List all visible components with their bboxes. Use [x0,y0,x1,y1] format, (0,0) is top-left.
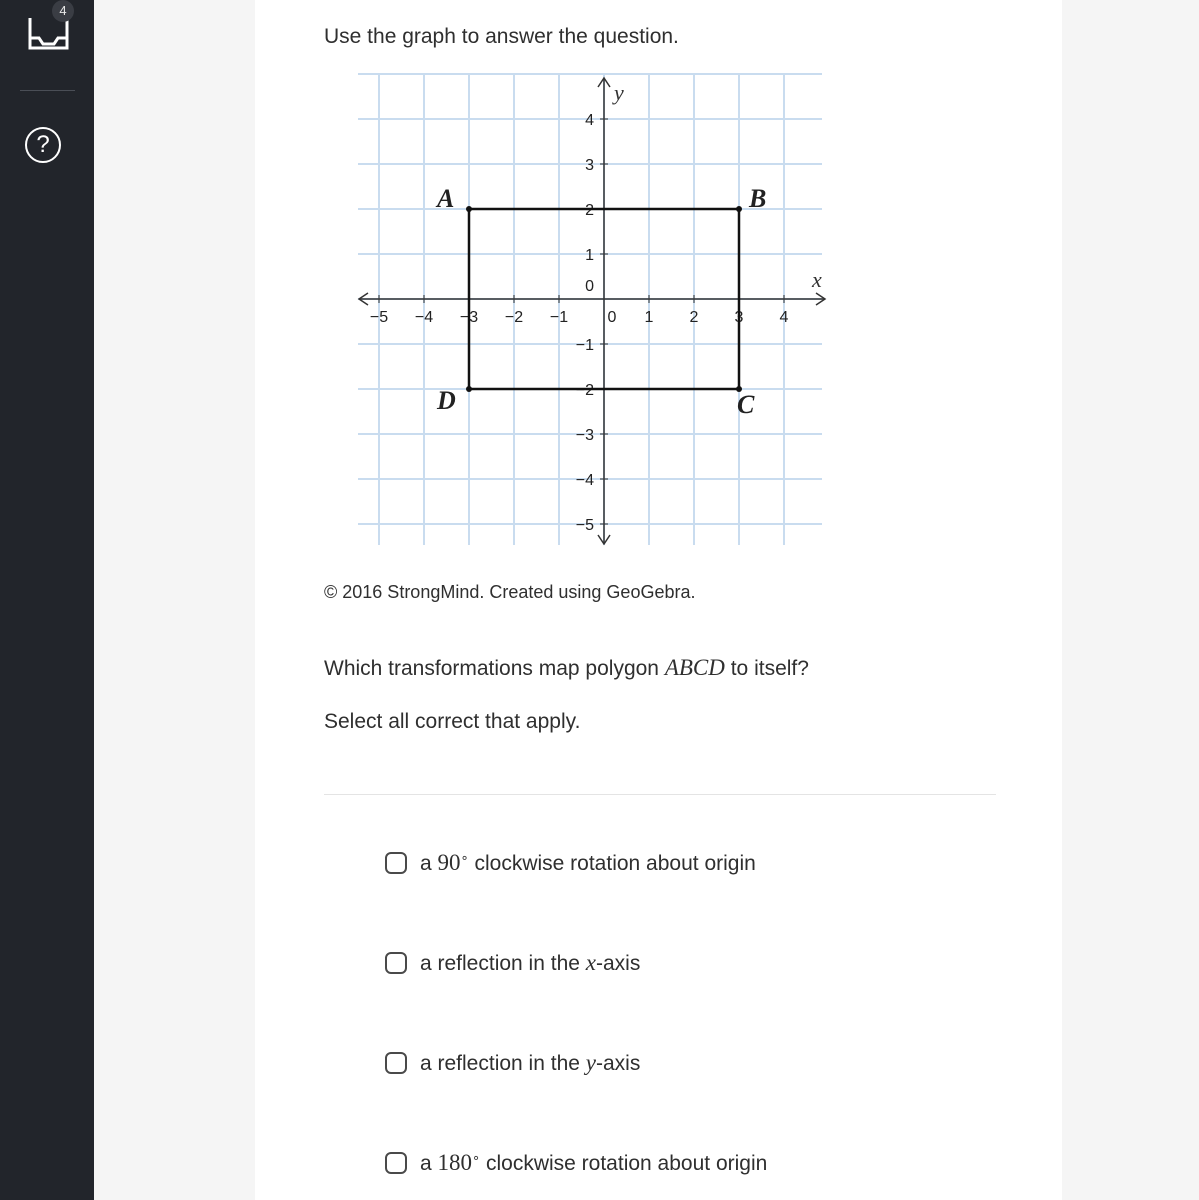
question-prompt: Use the graph to answer the question. [324,25,679,48]
y-tick-label: −1 [575,337,594,354]
x-tick-label: 4 [779,309,789,326]
x-tick-label: 3 [734,309,744,326]
option-angle: 180 [437,1150,473,1175]
x-tick-label: −4 [414,309,434,326]
answer-checkbox[interactable] [385,1052,407,1074]
option-text: -axis [595,952,641,975]
question-panel [255,0,1062,1200]
y-tick-label: −5 [575,517,594,534]
x-axis-label: x [812,267,822,292]
y-tick-label: −4 [575,472,594,489]
question-mark-icon: ? [36,131,50,158]
y-tick-label: 1 [585,247,594,264]
x-tick-label: 0 [607,309,617,326]
question-instruction: Select all correct that apply. [324,710,581,733]
y-tick-label: −3 [575,427,594,444]
question-text-after: to itself? [724,657,809,680]
vertex-label: B [749,184,767,213]
option-text: clockwise rotation about origin [468,852,756,875]
x-tick-label: −2 [504,309,524,326]
x-tick-label: −3 [459,309,479,326]
x-tick-label: −5 [369,309,389,326]
polygon-name: ABCD [664,655,725,680]
degree-symbol: ∘ [460,850,469,865]
option-angle: 90 [437,850,461,875]
option-text: -axis [595,1052,641,1075]
x-tick-label: −1 [549,309,569,326]
question-text-before: Which transformations map polygon [324,657,665,680]
option-text: clockwise rotation about origin [480,1152,768,1175]
vertex-point [466,386,472,392]
y-tick-label: 2 [585,202,594,219]
vertex-label: A [437,184,455,213]
sidebar-divider [20,90,75,91]
answer-checkbox[interactable] [385,952,407,974]
x-tick-label: 1 [644,309,654,326]
option-text: a reflection in the [420,1052,586,1075]
vertex-label: C [737,390,755,419]
vertex-label: D [437,386,456,415]
option-text: a [420,852,438,875]
question-text [324,655,809,681]
answer-checkbox[interactable] [385,852,407,874]
option-text: a reflection in the [420,952,586,975]
y-tick-label: −2 [575,382,594,399]
vertex-point [466,206,472,212]
sidebar [0,0,94,1200]
inbox-button[interactable] [22,3,72,56]
x-tick-label: 2 [689,309,699,326]
answer-option-label [420,950,640,976]
answer-checkbox[interactable] [385,1152,407,1174]
option-text: a [420,1152,438,1175]
option-variable: y [585,1050,596,1075]
answer-option-label [420,1050,640,1076]
degree-symbol: ∘ [472,1150,481,1165]
answer-separator [324,794,996,795]
y-axis-label: y [614,80,624,105]
y-tick-label: 3 [585,157,594,174]
vertex-point [736,206,742,212]
option-variable: x [585,950,596,975]
copyright-notice: © 2016 StrongMind. Created using GeoGebra. [324,582,696,602]
help-button[interactable] [25,127,61,163]
inbox-count-badge: 4 [52,0,74,22]
y-tick-label: 4 [585,112,594,129]
answer-option-label [420,1150,767,1176]
coordinate-graph [350,70,830,550]
y-tick-label: 0 [585,278,594,295]
answer-option-label [420,850,756,876]
